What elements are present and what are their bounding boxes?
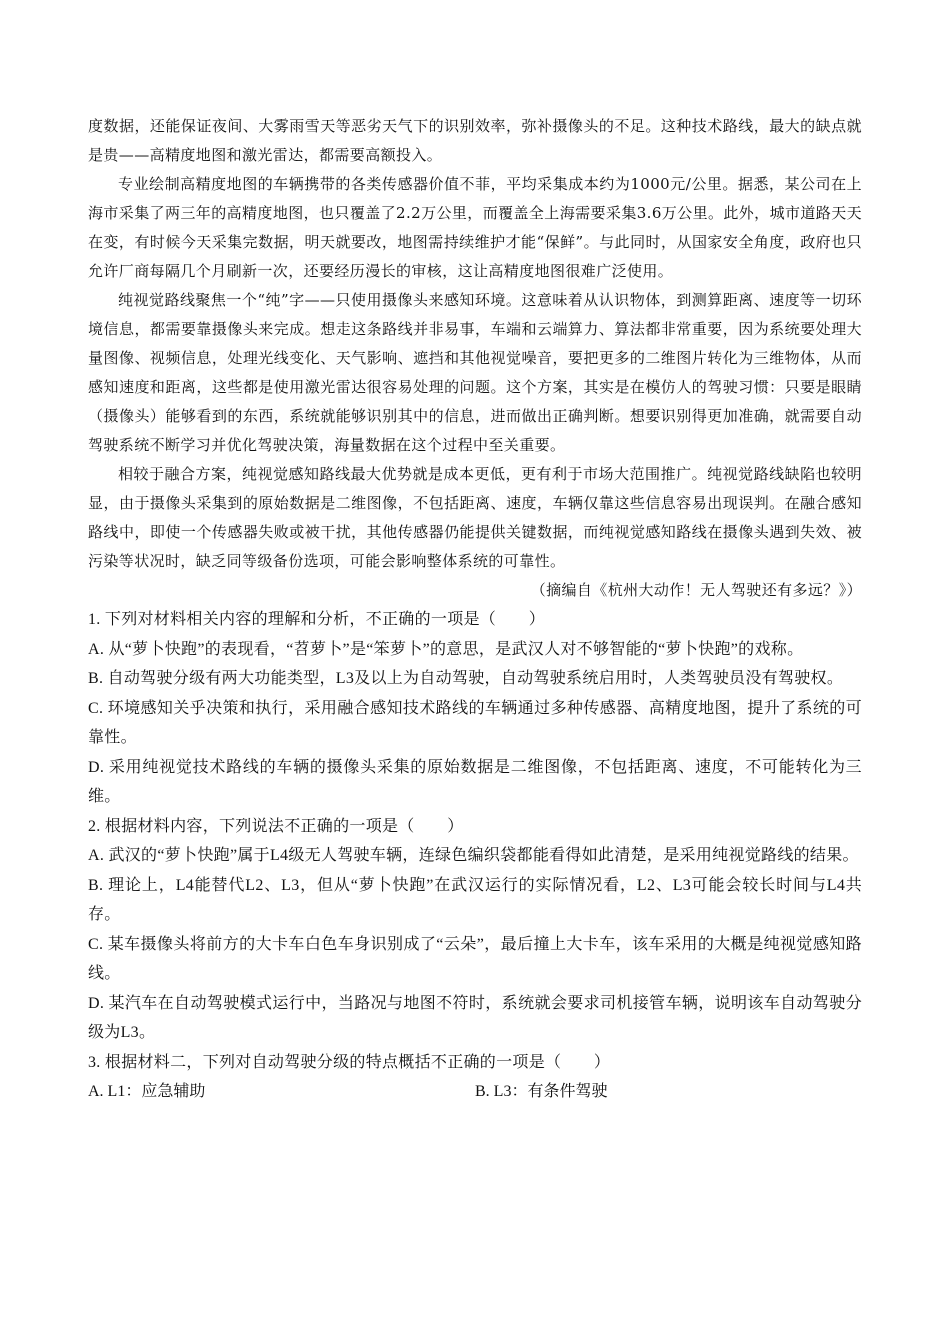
document-page [88, 112, 862, 1107]
passage-paragraph-2: 专业绘制高精度地图的车辆携带的各类传感器价值不菲，平均采集成本约为1000元/公里。据悉，某公司在上海市采集了两三年的高精度地图，也只覆盖了2.2万公里，而覆盖全上海需要采集3.6万公里。此外，城市道路天天在变，有时候今天采集完数据，明天就要改，地图需持续维护才能“保鲜”。与此同时，从国家安全角度，政府也只允许厂商每隔几个月刷新一次，还要经历漫长的审核，这让高精度地图很难广泛使用。 [88, 175, 862, 280]
question-1-option-d: D. 采用纯视觉技术路线的车辆的摄像头采集的原始数据是二维图像，不包括距离、速度，不可能转化为三维。 [88, 758, 862, 805]
question-1-option-a: A. 从“萝卜快跑”的表现看，“苕萝卜”是“笨萝卜”的意思，是武汉人对不够智能的“萝卜快跑”的戏称。 [88, 640, 804, 658]
question-1-stem: 1. 下列对材料相关内容的理解和分析，不正确的一项是（ ） [88, 611, 546, 628]
question-1-option-c: C. 环境感知关乎决策和执行，采用融合感知技术路线的车辆通过多种传感器、高精度地图，提升了系统的可靠性。 [88, 699, 862, 746]
question-3-stem: 3. 根据材料二，下列对自动驾驶分级的特点概括不正确的一项是（ ） [88, 1053, 611, 1071]
passage-source: （摘编自《杭州大动作！无人驾驶还有多远？》） [530, 581, 862, 599]
question-2-option-d: D. 某汽车在自动驾驶模式运行中，当路况与地图不符时，系统就会要求司机接管车辆，说明该车自动驾驶分级为L3。 [88, 994, 862, 1041]
question-3-options-row [88, 1077, 862, 1107]
passage-paragraph-1: 度数据，还能保证夜间、大雾雨雪天等恶劣天气下的识别效率，弥补摄像头的不足。这种技术路线，最大的缺点就是贵——高精度地图和激光雷达，都需要高额投入。 [88, 117, 862, 164]
question-2-option-b: B. 理论上，L4能替代L2、L3，但从“萝卜快跑”在武汉运行的实际情况看，L2、L3可能会较长时间与L4共存。 [88, 876, 862, 923]
passage-paragraph-4: 相较于融合方案，纯视觉感知路线最大优势就是成本更低，更有利于市场大范围推广。纯视觉路线缺陷也较明显，由于摄像头采集到的原始数据是二维图像，不包括距离、速度，车辆仅靠这些信息容易出现误判。在融合感知路线中，即使一个传感器失败或被干扰，其他传感器仍能提供关键数据，而纯视觉感知路线在摄像头遇到失效、被污染等状况时，缺乏同等级备份选项，可能会影响整体系统的可靠性。 [88, 465, 862, 570]
question-3-option-a: A. L1：应急辅助 [88, 1083, 206, 1100]
question-3-option-b: B. L3：有条件驾驶 [475, 1083, 608, 1100]
question-2-option-c: C. 某车摄像头将前方的大卡车白色车身识别成了“云朵”，最后撞上大卡车，该车采用的大概是纯视觉感知路线。 [88, 935, 862, 982]
passage-paragraph-3: 纯视觉路线聚焦一个“纯”字——只使用摄像头来感知环境。这意味着从认识物体，到测算距离、速度等一切环境信息，都需要靠摄像头来完成。想走这条路线并非易事，车端和云端算力、算法都非常重要，因为系统要处理大量图像、视频信息，处理光线变化、天气影响、遮挡和其他视觉噪音，要把更多的二维图片转化为三维物体，从而感知速度和距离，这些都是使用激光雷达很容易处理的问题。这个方案，其实是在模仿人的驾驶习惯：只要是眼睛（摄像头）能够看到的东西，系统就能够识别其中的信息，进而做出正确判断。想要识别得更加准确，就需要自动驾驶系统不断学习并优化驾驶决策，海量数据在这个过程中至关重要。 [88, 291, 862, 454]
question-2-stem: 2. 根据材料内容，下列说法不正确的一项是（ ） [88, 817, 464, 835]
question-1-option-b: B. 自动驾驶分级有两大功能类型，L3及以上为自动驾驶，自动驾驶系统启用时，人类驾驶员没有驾驶权。 [88, 670, 844, 687]
question-2-option-a: A. 武汉的“萝卜快跑”属于L4级无人驾驶车辆，连绿色编织袋都能看得如此清楚，是采用纯视觉路线的结果。 [88, 847, 859, 864]
